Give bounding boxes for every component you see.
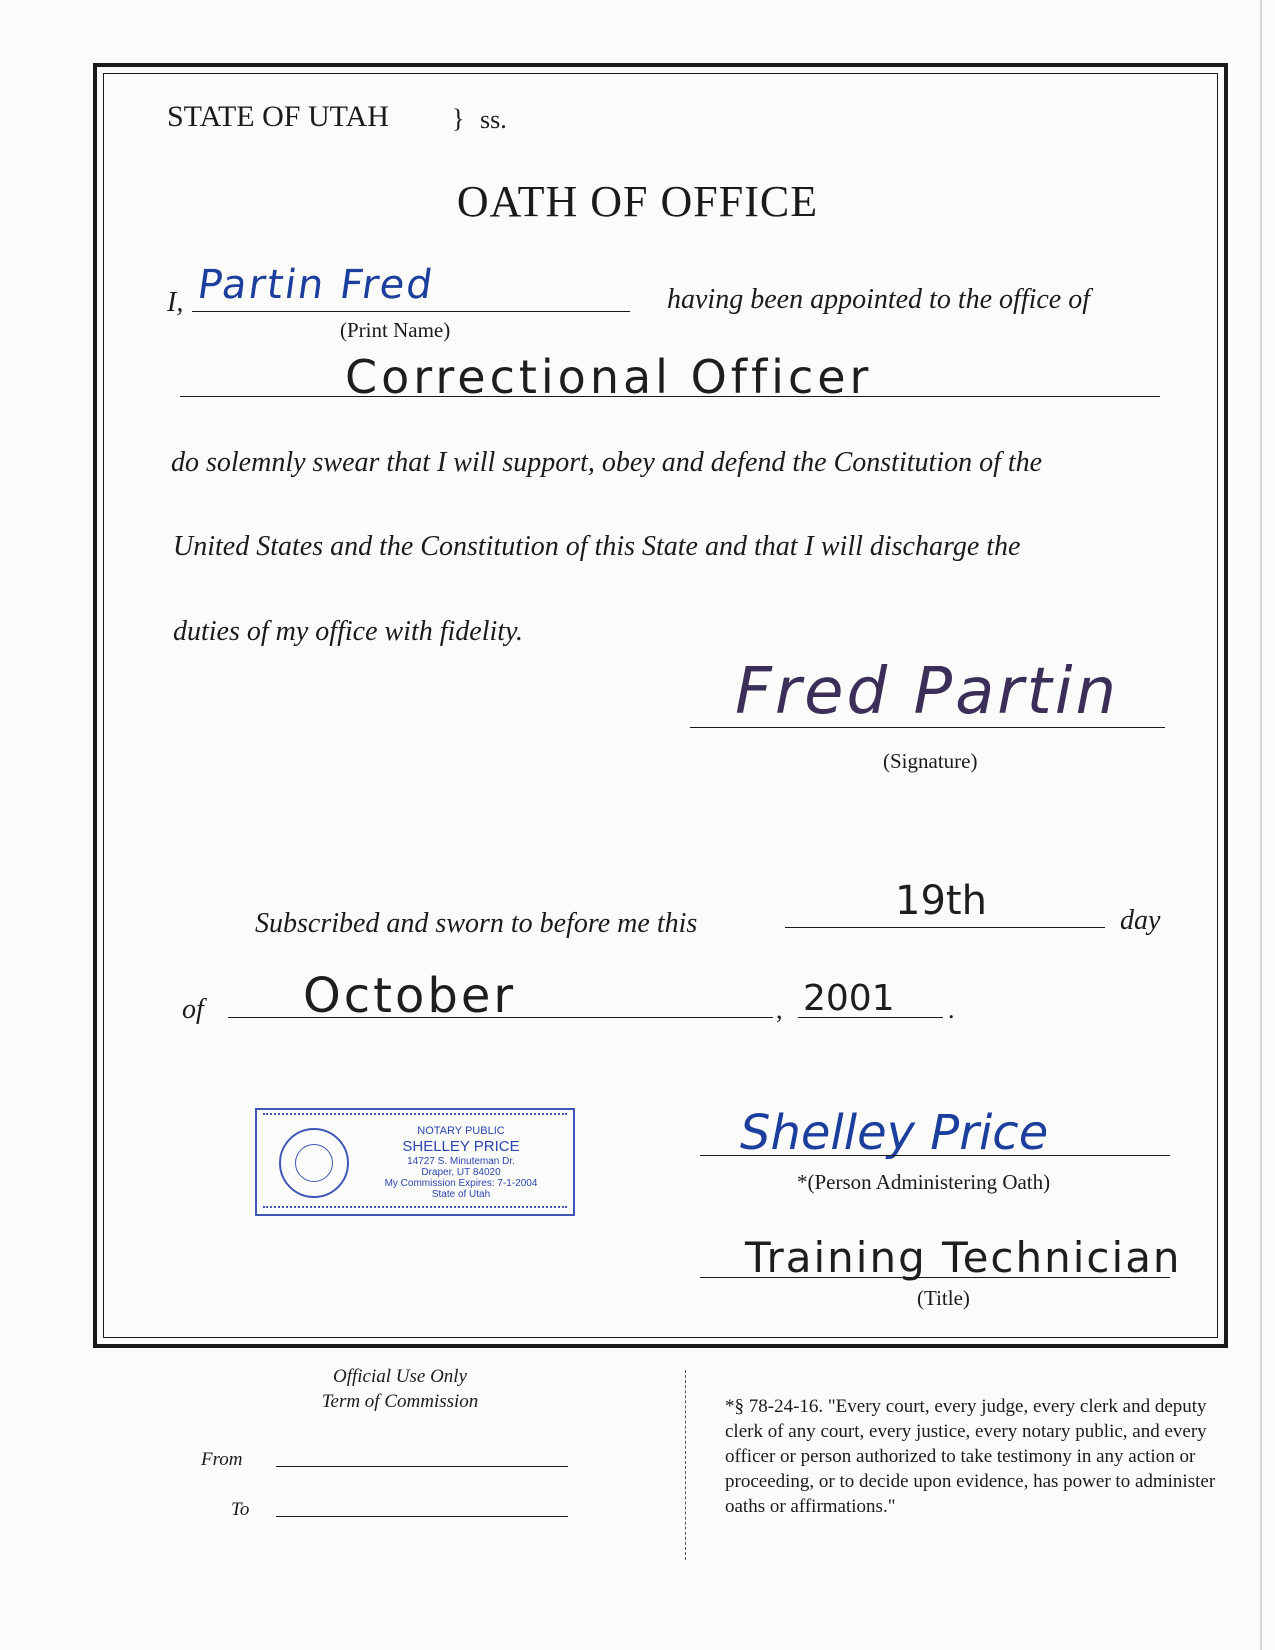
to-line — [276, 1516, 568, 1517]
subscribed-text: Subscribed and sworn to before me this — [255, 908, 698, 939]
month-handwritten: October — [303, 968, 517, 1024]
office-line — [180, 396, 1160, 397]
title-label: (Title) — [917, 1286, 970, 1310]
month-line — [228, 1017, 773, 1018]
stamp-notary-name: SHELLEY PRICE — [402, 1138, 520, 1155]
footer-divider — [685, 1370, 686, 1560]
from-line — [276, 1466, 568, 1467]
notary-stamp — [255, 1108, 575, 1216]
page-edge — [1260, 0, 1262, 1650]
print-name-handwritten: Partin Fred — [194, 262, 438, 308]
day-handwritten: 19th — [895, 878, 987, 924]
statute-footnote: *§ 78-24-16. "Every court, every judge, every clerk and deputy clerk of any court, every justice, every notary public, and every officer or person authorized to take testimony in any action or proceeding, or to decide upon evidence, has power to administer oaths or affirmations." — [725, 1396, 1216, 1517]
print-name-label: (Print Name) — [340, 318, 451, 342]
print-name-line — [192, 311, 630, 312]
signature-line — [690, 727, 1165, 728]
of-label: of — [182, 994, 204, 1025]
oath-line-1: do solemnly swear that I will support, obey and defend the Constitution of the — [171, 447, 1043, 478]
term-of-commission-heading: Term of Commission — [321, 1391, 479, 1412]
state-heading: STATE OF UTAH — [167, 100, 389, 133]
administrator-signature: Shelley Price — [740, 1105, 1049, 1161]
oath-line-2: United States and the Constitution of this State and that I will discharge the — [173, 531, 1021, 562]
stamp-state: State of Utah — [431, 1189, 491, 1200]
official-use-heading: Official Use Only — [332, 1366, 468, 1387]
oath-line-3: duties of my office with fidelity. — [173, 616, 523, 647]
venue-brace: } — [452, 104, 465, 133]
stamp-address-1: 14727 S. Minuteman Dr. — [407, 1156, 515, 1167]
oath-prefix: I, — [167, 287, 184, 318]
year-line — [798, 1017, 943, 1018]
state-seal — [279, 1128, 349, 1198]
month-comma: , — [776, 995, 783, 1024]
from-label: From — [201, 1449, 243, 1470]
stamp-commission: My Commission Expires: 7-1-2004 — [384, 1178, 538, 1189]
administrator-line — [700, 1155, 1170, 1156]
document-title: OATH OF OFFICE — [456, 177, 819, 226]
administrator-label: *(Person Administering Oath) — [797, 1170, 1051, 1194]
stamp-address-2: Draper, UT 84020 — [421, 1167, 501, 1178]
appointment-text: having been appointed to the office of — [667, 284, 1091, 315]
year-handwritten: 2001 — [803, 978, 895, 1019]
title-line — [700, 1277, 1170, 1278]
stamp-notary-public: NOTARY PUBLIC — [417, 1125, 505, 1137]
to-label: To — [231, 1499, 250, 1520]
signature-label: (Signature) — [883, 749, 978, 773]
oath-signature: Fred Partin — [735, 655, 1120, 729]
year-period: . — [948, 995, 955, 1024]
title-handwritten: Training Technician — [745, 1233, 1182, 1282]
day-line — [785, 927, 1105, 928]
office-handwritten: Correctional Officer — [345, 350, 873, 404]
day-label: day — [1120, 905, 1161, 936]
venue-ss: ss. — [480, 105, 507, 134]
